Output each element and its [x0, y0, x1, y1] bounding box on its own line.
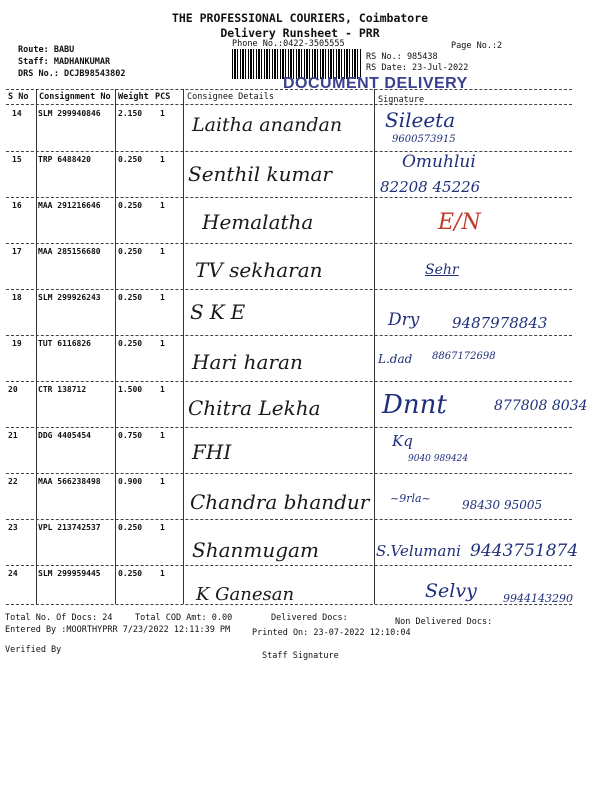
table-bottom-rule	[6, 604, 572, 605]
row-weight: 0.250	[118, 523, 143, 532]
row-consignment-no: SLM 299940846	[38, 109, 101, 118]
row-pcs: 1	[160, 523, 165, 532]
row-pcs: 1	[160, 431, 165, 440]
row-sno: 15	[12, 155, 22, 164]
staff-label: Staff: MADHANKUMAR	[18, 57, 111, 67]
row-consignee: Chitra Lekha	[188, 396, 321, 420]
non-delivered-docs: Non Delivered Docs:	[395, 617, 493, 627]
col-header-consignment: Consignment No	[39, 92, 111, 102]
row-pcs: 1	[160, 385, 165, 394]
header-top-rule	[6, 89, 572, 90]
row-signature: Dry	[388, 310, 420, 330]
table-row	[0, 106, 600, 151]
printed-on: Printed On: 23-07-2022 12:10:04	[252, 628, 411, 638]
row-sno: 21	[8, 431, 18, 440]
row-sno: 17	[12, 247, 22, 256]
col-header-weight: Weight	[118, 92, 149, 102]
verified-by: Verified By	[5, 645, 62, 655]
rs-number: RS No.: 985438	[366, 52, 438, 62]
document-delivery-stamp: DOCUMENT DELIVERY	[283, 75, 468, 92]
rs-date: RS Date: 23-Jul-2022	[366, 63, 469, 73]
row-weight: 0.250	[118, 201, 143, 210]
row-consignee: Shanmugam	[192, 538, 319, 562]
row-signature: L.dad	[378, 352, 413, 366]
row-signature-note: 9443751874	[470, 541, 579, 561]
row-consignment-no: MAA 291216646	[38, 201, 101, 210]
table-row	[0, 244, 600, 289]
table-row	[0, 520, 600, 565]
table-row	[0, 474, 600, 519]
row-pcs: 1	[160, 477, 165, 486]
row-sno: 18	[12, 293, 22, 302]
row-consignee: Chandra bhandur	[190, 490, 370, 514]
table-row	[0, 336, 600, 381]
row-sno: 20	[8, 385, 18, 394]
row-consignee: SKE	[190, 300, 252, 324]
row-consignment-no: DDG 4405454	[38, 431, 91, 440]
row-weight: 2.150	[118, 109, 143, 118]
table-row	[0, 290, 600, 335]
row-signature-note: 9487978843	[452, 314, 548, 332]
col-header-signature: Signature	[378, 95, 425, 105]
row-consignment-no: TRP 6488420	[38, 155, 91, 164]
sheet-title: Delivery Runsheet - PRR	[220, 26, 380, 40]
row-consignment-no: SLM 299959445	[38, 569, 101, 578]
page-number: Page No.:2	[451, 41, 503, 51]
row-consignment-no: CTR 138712	[38, 385, 87, 394]
table-row	[0, 382, 600, 427]
row-signature: Omuhlui	[402, 152, 476, 172]
row-pcs: 1	[160, 339, 165, 348]
row-signature: ~9rla~	[390, 492, 431, 505]
row-signature: S.Velumani	[376, 542, 461, 560]
row-sno: 19	[12, 339, 22, 348]
row-pcs: 1	[160, 569, 165, 578]
row-pcs: 1	[160, 201, 165, 210]
row-signature: Sileeta	[385, 108, 456, 132]
row-signature-note: 8867172698	[432, 351, 496, 362]
row-consignee: FHI	[192, 440, 232, 464]
entered-by: Entered By :MOORTHYPRR 7/23/2022 12:11:39 PM	[5, 625, 231, 635]
row-consignee: Hari haran	[192, 350, 303, 374]
row-signature: Kq	[392, 432, 413, 450]
row-sno: 24	[8, 569, 18, 578]
table-row	[0, 152, 600, 197]
total-docs: Total No. Of Docs: 24	[5, 613, 113, 623]
row-signature-note: 9040 989424	[408, 454, 469, 464]
row-consignee: Senthil kumar	[188, 162, 332, 186]
row-signature: E/N	[438, 210, 481, 235]
staff-signature: Staff Signature	[262, 651, 339, 661]
row-weight: 0.250	[118, 247, 143, 256]
row-sno: 22	[8, 477, 18, 486]
company-name: THE PROFESSIONAL COURIERS, Coimbatore	[171, 11, 429, 25]
row-consignment-no: SLM 299926243	[38, 293, 101, 302]
row-consignee: Hemalatha	[202, 210, 314, 234]
row-signature: Dnnt	[382, 390, 447, 420]
row-consignee: K Ganesan	[196, 584, 295, 605]
table-row	[0, 428, 600, 473]
row-weight: 0.250	[118, 155, 143, 164]
row-weight: 1.500	[118, 385, 143, 394]
row-weight: 0.250	[118, 569, 143, 578]
row-signature-note: 9944143290	[503, 592, 573, 605]
row-weight: 0.750	[118, 431, 143, 440]
row-consignee: Laitha anandan	[192, 114, 343, 136]
row-consignee: TV sekharan	[195, 258, 323, 282]
row-consignment-no: TUT 6116826	[38, 339, 91, 348]
row-sno: 23	[8, 523, 18, 532]
row-weight: 0.250	[118, 339, 143, 348]
row-sno: 16	[12, 201, 22, 210]
row-signature-note: 877808 8034	[494, 398, 588, 414]
row-signature-note: 98430 95005	[462, 498, 543, 512]
row-consignment-no: MAA 285156680	[38, 247, 101, 256]
row-signature-note: 9600573915	[392, 134, 456, 145]
row-consignment-no: MAA 566238498	[38, 477, 101, 486]
col-header-pcs: PCS	[155, 92, 171, 102]
row-pcs: 1	[160, 109, 165, 118]
row-weight: 0.250	[118, 293, 143, 302]
row-signature-note: 82208 45226	[380, 178, 481, 196]
total-cod: Total COD Amt: 0.00	[135, 613, 233, 623]
route-label: Route: BABU	[18, 45, 75, 55]
header-bottom-rule	[6, 104, 572, 105]
row-pcs: 1	[160, 247, 165, 256]
col-header-consignee: Consignee Details	[187, 92, 274, 102]
drs-number: DRS No.: DCJB98543802	[18, 69, 126, 79]
delivered-docs: Delivered Docs:	[271, 613, 348, 623]
phone-number: Phone No.:0422-3505555	[232, 39, 345, 49]
row-consignment-no: VPL 213742537	[38, 523, 101, 532]
row-pcs: 1	[160, 155, 165, 164]
table-row	[0, 198, 600, 243]
row-signature: Selvy	[425, 580, 477, 602]
row-signature: Sehr	[425, 262, 459, 278]
row-sno: 14	[12, 109, 22, 118]
col-header-sno: S No	[8, 92, 29, 102]
row-weight: 0.900	[118, 477, 143, 486]
row-pcs: 1	[160, 293, 165, 302]
